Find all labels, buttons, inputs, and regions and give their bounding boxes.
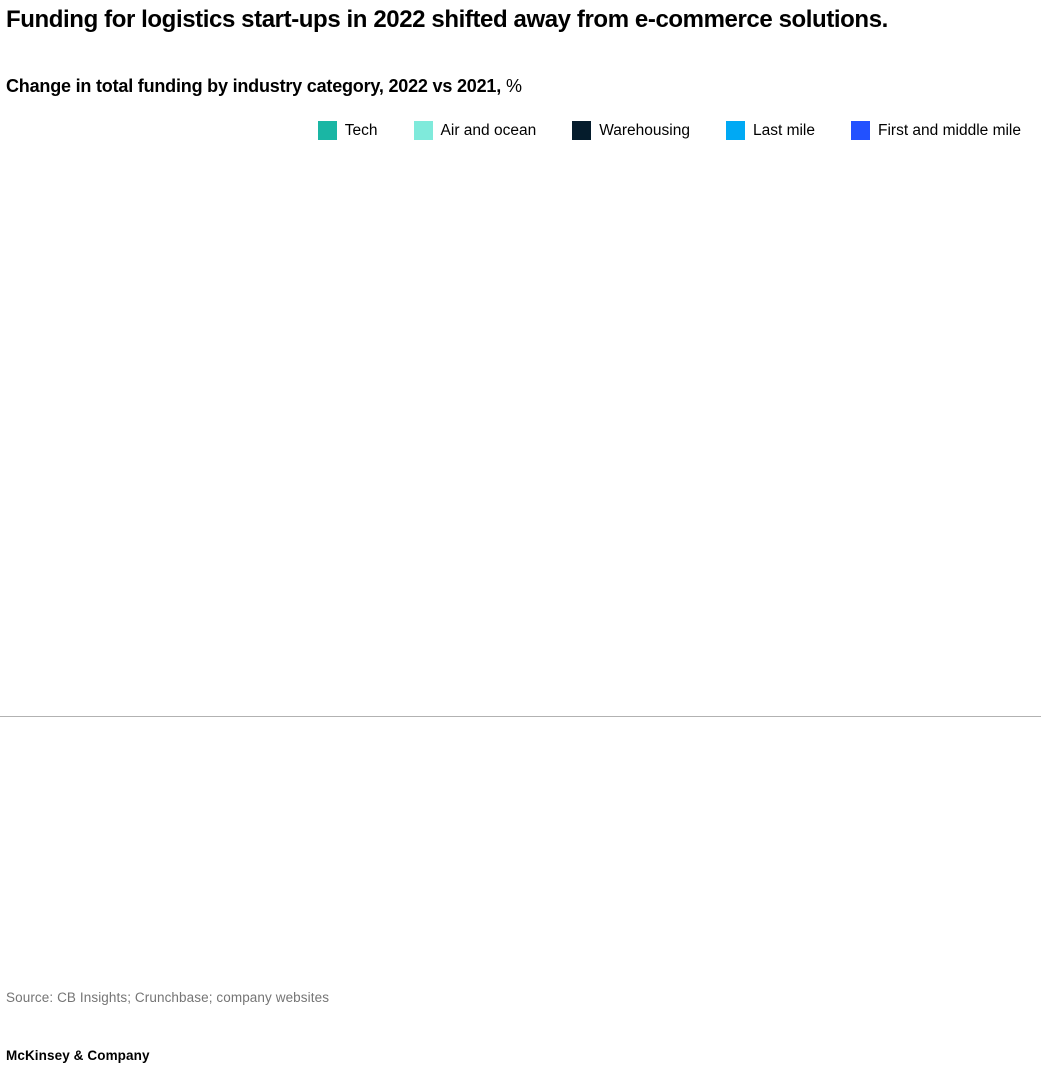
- legend-label-air-and-ocean: Air and ocean: [440, 122, 537, 139]
- chart-subtitle: [6, 76, 1006, 98]
- legend-label-first-and-middle-mile: First and middle mile: [878, 122, 1021, 139]
- chart-subtitle-unit: %: [501, 76, 523, 96]
- legend-swatch-first-and-middle-mile: [851, 121, 870, 140]
- legend-item-first-and-middle-mile: [851, 121, 1021, 140]
- legend-label-warehousing: Warehousing: [599, 122, 690, 139]
- chart-title: Funding for logistics start-ups in 2022 shifted away from e-commerce solutions.: [6, 6, 888, 33]
- legend-item-tech: [318, 121, 378, 140]
- footnote-area: [0, 717, 1041, 1080]
- legend-label-last-mile: Last mile: [752, 122, 815, 139]
- legend-label-tech: Tech: [344, 122, 378, 139]
- source-note: Source: CB Insights; Crunchbase; company websites: [6, 990, 330, 1005]
- chart-subtitle-text: Change in total funding by industry category, 2022 vs 2021,: [6, 76, 501, 96]
- plot-area-empty: [0, 160, 1041, 716]
- legend-item-air-and-ocean: [414, 121, 537, 140]
- mckinsey-brand-wordmark: McKinsey & Company: [6, 1048, 150, 1063]
- chart-legend: [0, 121, 1021, 140]
- legend-swatch-warehousing: [572, 121, 591, 140]
- legend-item-warehousing: [572, 121, 690, 140]
- legend-swatch-tech: [318, 121, 337, 140]
- legend-item-last-mile: [726, 121, 815, 140]
- legend-swatch-air-and-ocean: [414, 121, 433, 140]
- legend-swatch-last-mile: [726, 121, 745, 140]
